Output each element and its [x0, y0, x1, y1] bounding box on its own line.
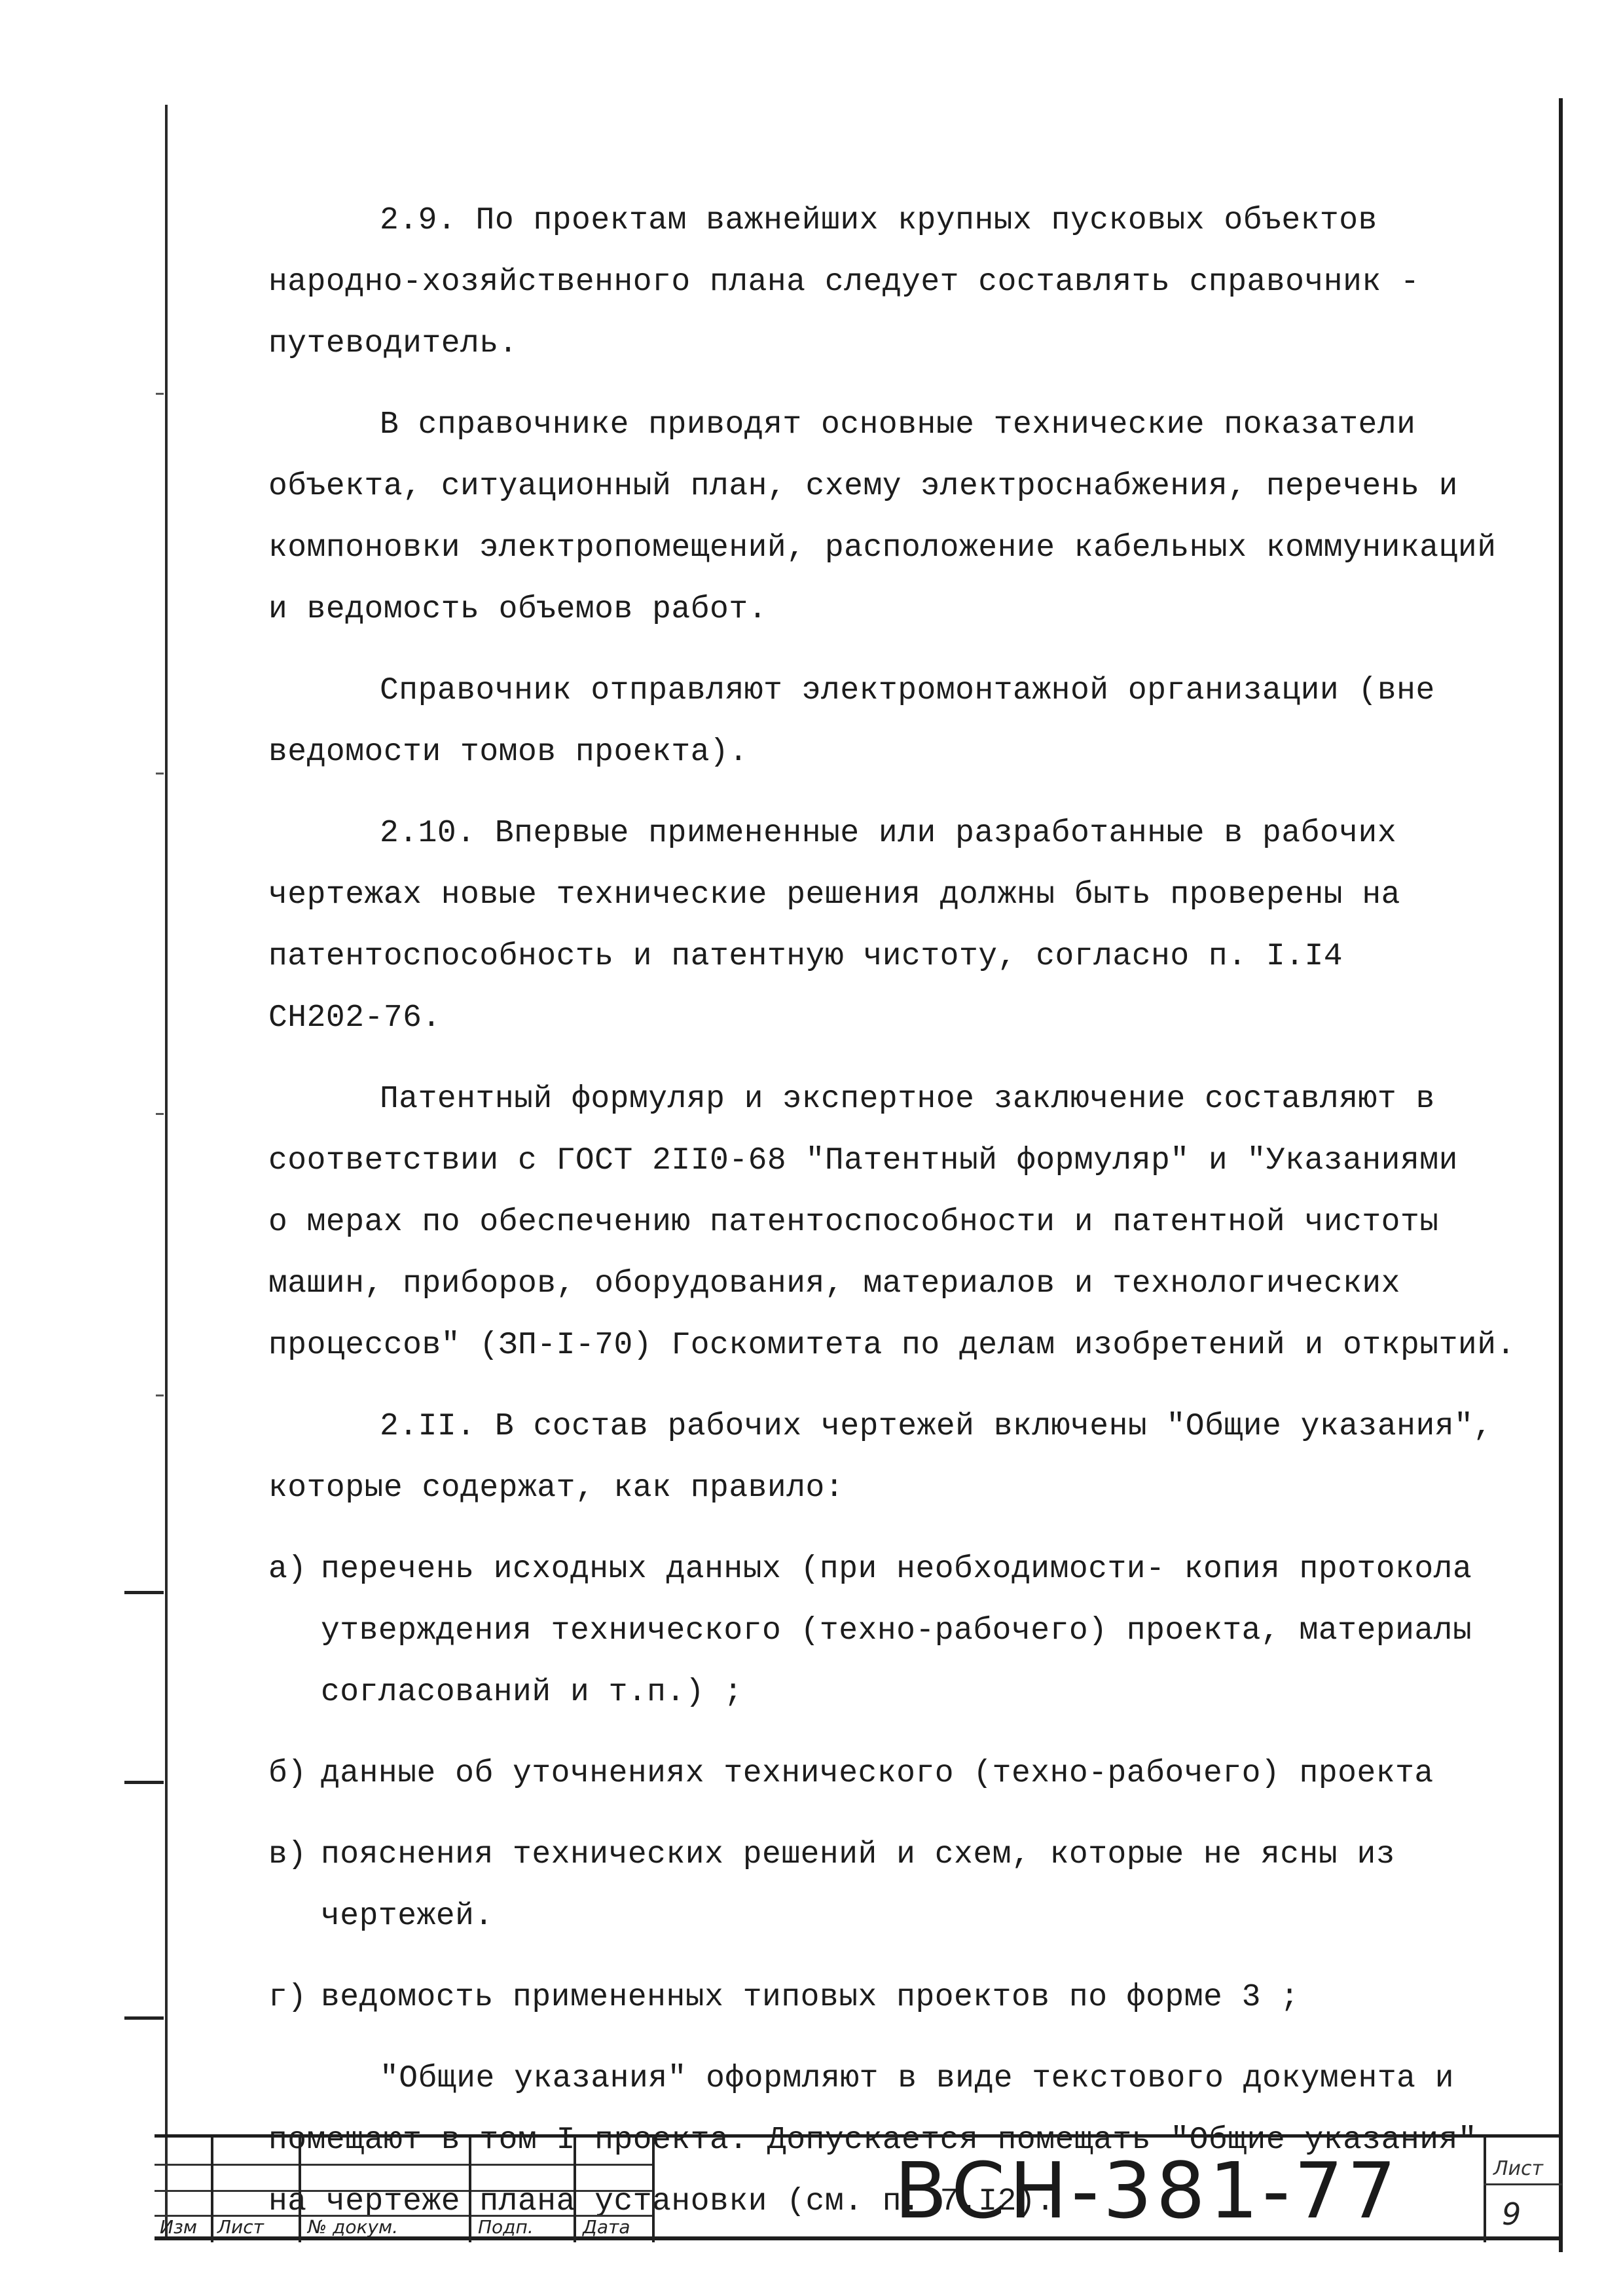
list-item-g — [268, 1967, 1545, 2028]
stamp-label-list: Лист — [217, 2216, 264, 2238]
text-line: соответствии с ГОСТ 2II0-68 "Патентный формуляр" и "Указаниями — [268, 1143, 1458, 1178]
scan-mark — [156, 1113, 164, 1115]
text-line: СН202-76. — [268, 1000, 441, 1036]
paragraph-handbook-sending — [268, 660, 1545, 783]
text-line: чертежах новые технические решения должны быть проверены на — [268, 877, 1400, 913]
text-line: ведомость примененных типовых проектов по форме 3 ; — [321, 1980, 1300, 2015]
stamp-column-line — [299, 2138, 301, 2242]
text-line: чертежей. — [321, 1899, 494, 1934]
stamp-label-date: Дата — [583, 2216, 630, 2238]
list-item-v — [268, 1824, 1545, 1947]
text-line: согласований и т.п.) ; — [321, 1675, 743, 1710]
list-marker: б) — [268, 1756, 307, 1791]
paragraph-handbook-contents — [268, 394, 1545, 640]
edge-tick — [124, 1781, 164, 1784]
title-block-stamp — [155, 2134, 1562, 2242]
frame-left-border — [165, 105, 168, 2239]
edge-tick — [124, 2016, 164, 2020]
stamp-row-line — [155, 2164, 652, 2166]
text-line: патентоспособность и патентную чистоту, согласно п. I.I4 — [268, 939, 1343, 974]
text-line: пояснения технических решений и схем, которые не ясны из — [321, 1837, 1396, 1872]
text-line: путеводитель. — [268, 326, 518, 361]
text-line: 2.10. Впервые примененные или разработанные в рабочих — [380, 816, 1397, 851]
paragraph-patent-form — [268, 1068, 1545, 1376]
text-line: машин, приборов, оборудования, материалов и технологических — [268, 1266, 1400, 1302]
scan-mark — [156, 1394, 164, 1396]
list-marker: в) — [268, 1837, 307, 1872]
list-item-a — [268, 1539, 1545, 1723]
text-line: В справочнике приводят основные технические показатели — [380, 407, 1416, 443]
sheet-label: Лист — [1493, 2157, 1544, 2180]
edge-tick — [124, 1591, 164, 1594]
text-line: помещают в том I проекта. Допускается помещать "Общие указания" — [268, 2123, 1478, 2158]
document-body — [268, 190, 1545, 2252]
text-line: которые содержат, как правило: — [268, 1470, 845, 1506]
text-line: на чертеже плана установки (см. п. 7.I2). — [268, 2184, 1055, 2219]
stamp-column-line — [211, 2138, 213, 2242]
stamp-row-line — [155, 2190, 652, 2192]
text-line: данные об уточнениях технического (техно-рабочего) проекта — [321, 1756, 1434, 1791]
stamp-sheet-divider — [1484, 2183, 1562, 2185]
stamp-label-izm: Изм — [160, 2216, 197, 2238]
document-code: ВСН-381-77 — [894, 2145, 1400, 2236]
text-line: народно-хозяйственного плана следует составлять справочник - — [268, 264, 1420, 300]
scan-mark — [156, 393, 164, 395]
sheet-number: 9 — [1502, 2196, 1522, 2232]
text-line: объекта, ситуационный план, схему электроснабжения, перечень и — [268, 469, 1458, 504]
paragraph-2-9 — [268, 190, 1545, 374]
stamp-column-line — [652, 2138, 655, 2242]
stamp-column-line — [1484, 2138, 1486, 2242]
text-line: 2.II. В состав рабочих чертежей включены "Общие указания", — [380, 1409, 1493, 1444]
list-item-b — [268, 1743, 1545, 1804]
frame-right-border — [1559, 98, 1563, 2252]
text-line: о мерах по обеспечению патентоспособности и патентной чистоты — [268, 1205, 1439, 1240]
text-line: Патентный формуляр и экспертное заключение составляют в — [380, 1082, 1435, 1117]
stamp-column-line — [469, 2138, 471, 2242]
list-marker: г) — [268, 1980, 307, 2015]
list-marker: а) — [268, 1552, 307, 1587]
stamp-label-podp: Подп. — [478, 2216, 534, 2238]
paragraph-2-10 — [268, 803, 1545, 1049]
text-line: перечень исходных данных (при необходимости- копия протокола — [321, 1552, 1472, 1587]
text-line: утверждения технического (техно-рабочего) проекта, материалы — [321, 1613, 1472, 1649]
paragraph-2-11 — [268, 1396, 1545, 1519]
text-line: компоновки электропомещений, расположение кабельных коммуникаций — [268, 530, 1497, 566]
stamp-column-line — [574, 2138, 576, 2242]
text-line: "Общие указания" оформляют в виде текстового документа и — [380, 2061, 1455, 2096]
stamp-label-doc: № докум. — [308, 2216, 399, 2238]
text-line: 2.9. По проектам важнейших крупных пусковых объектов — [380, 203, 1377, 238]
text-line: Справочник отправляют электромонтажной организации (вне — [380, 673, 1435, 708]
text-line: ведомости томов проекта). — [268, 735, 748, 770]
scan-mark — [156, 773, 164, 774]
text-line: процессов" (ЗП-I-70) Госкомитета по делам изобретений и открытий. — [268, 1328, 1516, 1363]
text-line: и ведомость объемов работ. — [268, 592, 767, 627]
